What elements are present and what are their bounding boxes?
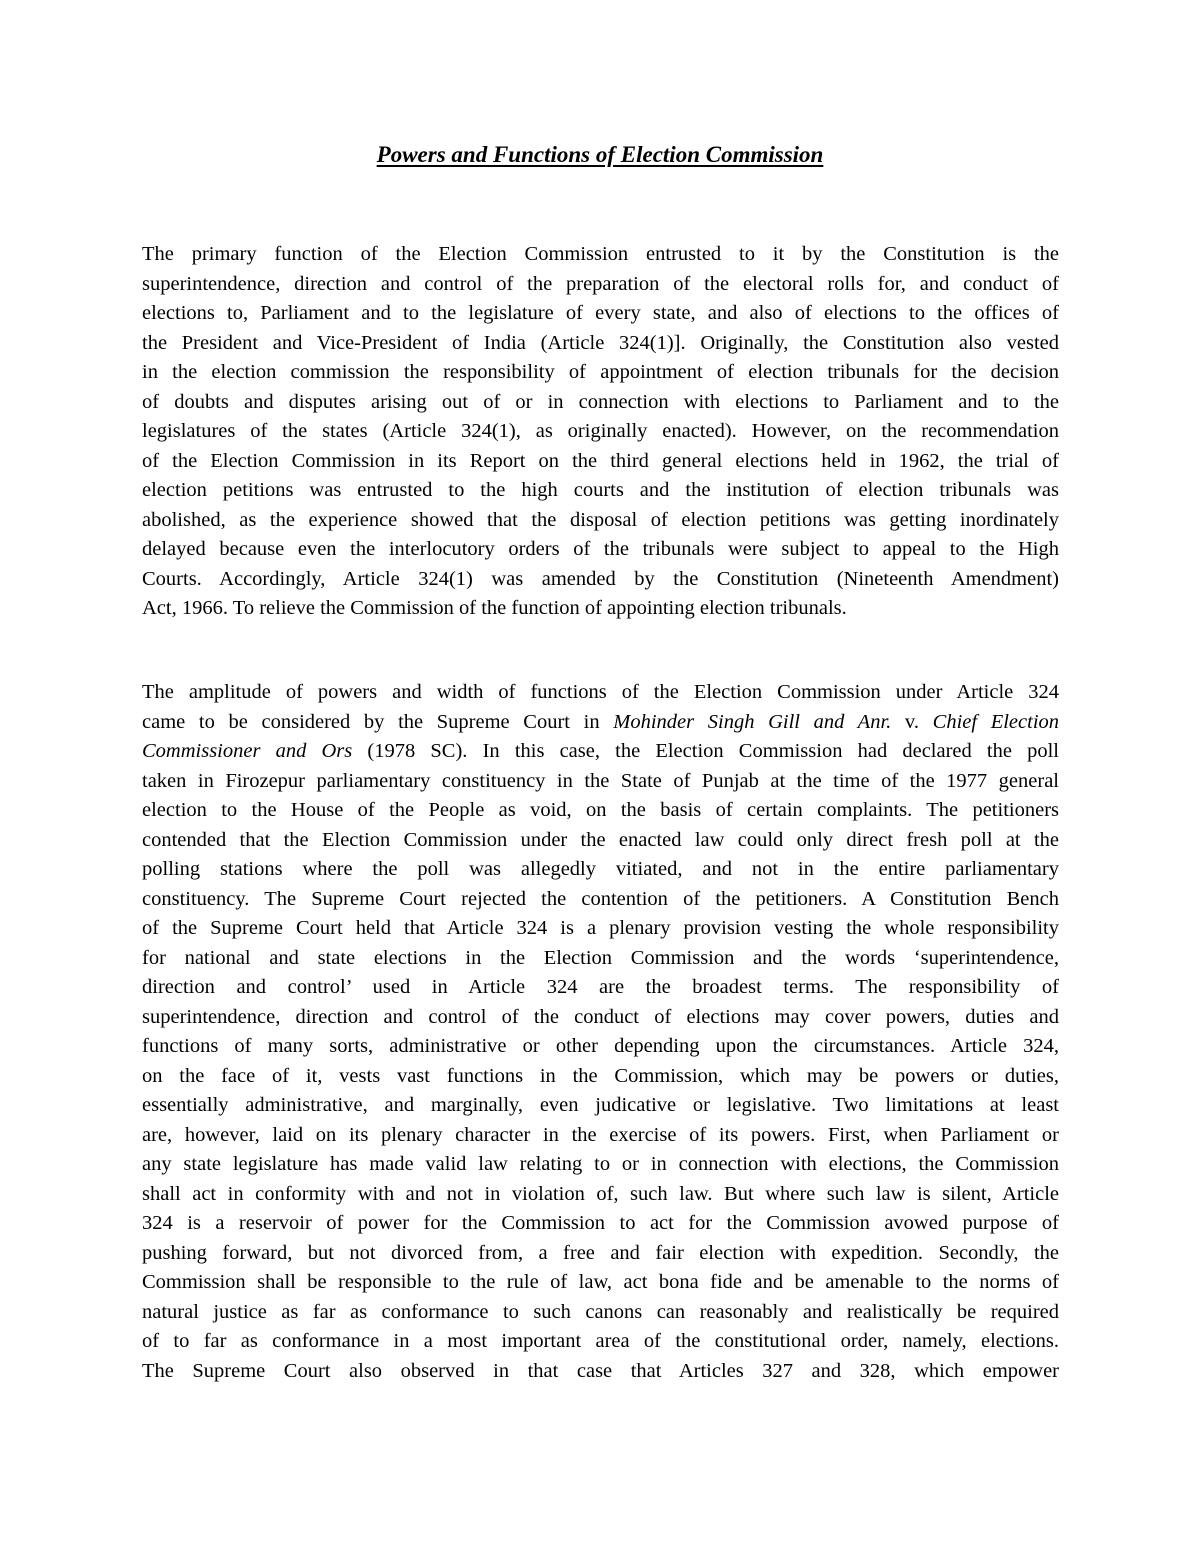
text-line: of the Election Commission in its Report on the third general elections held in 1962, the trial of (142, 449, 1059, 472)
text-line: pushing forward, but not divorced from, a free and fair election with expedition. Secondly, the (142, 1241, 1059, 1264)
text-line: The primary function of the Election Commission entrusted to it by the Constitution is the (142, 243, 1059, 265)
text-line: contended that the Election Commission under the enacted law could only direct fresh poll at the (142, 828, 1059, 851)
text-line (142, 708, 1059, 738)
text-line: Commission shall be responsible to the rule of law, act bona fide and be amenable to the norms of (142, 1271, 1059, 1293)
text-line: shall act in conformity with and not in violation of, such law. But where such law is silent, Article (142, 1182, 1059, 1205)
text-line: elections to, Parliament and to the legislature of every state, and also of elections to the offices of (142, 302, 1059, 324)
text-line: constituency. The Supreme Court rejected the contention of the petitioners. A Constitution Bench (142, 887, 1059, 910)
text-line: functions of many sorts, administrative or other depending upon the circumstances. Article 324, (142, 1035, 1059, 1057)
text-line: essentially administrative, and marginally, even judicative or legislative. Two limitations at least (142, 1094, 1059, 1116)
case-name-italic: Mohinder Singh Gill and Anr. (613, 710, 892, 733)
text-line (142, 737, 1059, 767)
text-line: polling stations where the poll was allegedly vitiated, and not in the entire parliamentary (142, 858, 1059, 880)
text-line: abolished, as the experience showed that the disposal of election petitions was getting inordinately (142, 508, 1059, 531)
text-line: Act, 1966. To relieve the Commission of the function of appointing election tribunals. (142, 597, 847, 619)
text-line: superintendence, direction and control of the conduct of elections may cover powers, duties and (142, 1005, 1059, 1028)
text-line: of the Supreme Court held that Article 324 is a plenary provision vesting the whole responsibility (142, 917, 1059, 939)
text-line: 324 is a reservoir of power for the Commission to act for the Commission avowed purpose of (142, 1212, 1059, 1234)
text-run: v. (891, 710, 933, 733)
text-line: The Supreme Court also observed in that case that Articles 327 and 328, which empower (142, 1359, 1059, 1382)
text-line: superintendence, direction and control of the preparation of the electoral rolls for, and conduct of (142, 272, 1059, 295)
text-line: of doubts and disputes arising out of or in connection with elections to Parliament and to the (142, 390, 1059, 413)
case-name-italic: Commissioner and Ors (142, 740, 353, 762)
text-line: in the election commission the responsibility of appointment of election tribunals for the decision (142, 361, 1059, 383)
text-line: the President and Vice-President of India (Article 324(1)]. Originally, the Constitution also vested (142, 331, 1059, 354)
document-title: Powers and Functions of Election Commission (376, 142, 824, 167)
text-run: (1978 SC). In this case, the Election Commission had declared the poll (352, 740, 1060, 762)
text-line: of to far as conformance in a most important area of the constitutional order, namely, elections. (142, 1330, 1059, 1352)
text-line: natural justice as far as conformance to such canons can reasonably and realistically be required (142, 1300, 1059, 1323)
text-run: came to be considered by the Supreme Court in (142, 710, 614, 733)
text-line: are, however, laid on its plenary character in the exercise of its powers. First, when Parliament or (142, 1123, 1059, 1146)
text-line: legislatures of the states (Article 324(1), as originally enacted). However, on the recommendation (142, 420, 1059, 442)
case-name-italic: Chief Election (932, 710, 1060, 733)
text-line: election to the House of the People as void, on the basis of certain complaints. The petitioners (142, 799, 1059, 821)
text-line: direction and control’ used in Article 324 are the broadest terms. The responsibility of (142, 976, 1059, 998)
text-line: Courts. Accordingly, Article 324(1) was amended by the Constitution (Nineteenth Amendment) (142, 567, 1059, 590)
text-line: The amplitude of powers and width of functions of the Election Commission under Article 324 (142, 681, 1059, 703)
text-line: any state legislature has made valid law relating to or in connection with elections, the Commission (142, 1153, 1059, 1175)
text-line: election petitions was entrusted to the high courts and the institution of election tribunals was (142, 479, 1059, 501)
text-line: on the face of it, vests vast functions in the Commission, which may be powers or duties, (142, 1064, 1059, 1087)
paragraph-amplitude-of-powers (142, 678, 1059, 1386)
text-line: taken in Firozepur parliamentary constituency in the State of Punjab at the time of the 1977 general (142, 769, 1059, 792)
paragraph-primary-function (142, 240, 1059, 624)
text-line: for national and state elections in the Election Commission and the words ‘superintendence, (142, 946, 1059, 969)
text-line: delayed because even the interlocutory orders of the tribunals were subject to appeal to the High (142, 538, 1059, 560)
